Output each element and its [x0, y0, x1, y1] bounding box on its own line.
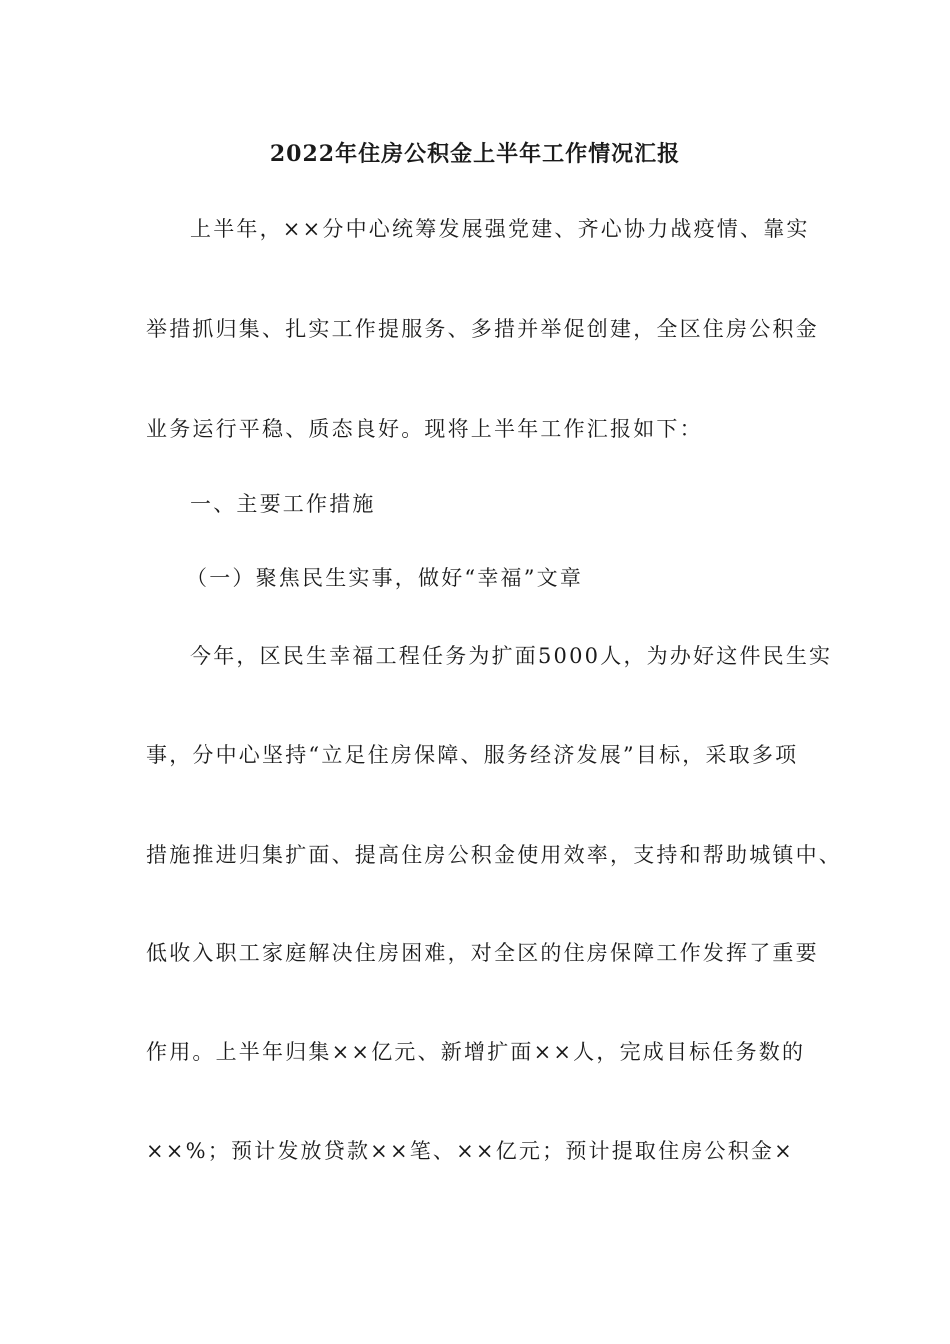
- paragraph-line: 业务运行平稳、质态良好。现将上半年工作汇报如下：: [146, 417, 703, 441]
- paragraph-line: 措施推进归集扩面、提高住房公积金使用效率，支持和帮助城镇中、: [146, 843, 842, 867]
- paragraph-line: 低收入职工家庭解决住房困难，对全区的住房保障工作发挥了重要: [146, 941, 819, 965]
- paragraph-line: 举措抓归集、扎实工作提服务、多措并举促创建，全区住房公积金: [146, 317, 819, 341]
- subsection-heading: （一）聚焦民生实事，做好“幸福”文章: [186, 566, 584, 590]
- paragraph-line: 事，分中心坚持“立足住房保障、服务经济发展”目标，采取多项: [146, 743, 799, 767]
- paragraph-line: 上半年，××分中心统筹发展强党建、齐心协力战疫情、靠实: [190, 217, 810, 241]
- paragraph-line: ××%；预计发放贷款××笔、××亿元；预计提取住房公积金×: [146, 1139, 794, 1163]
- section-heading: 一、主要工作措施: [190, 492, 376, 516]
- paragraph-line: 作用。上半年归集××亿元、新增扩面××人，完成目标任务数的: [146, 1040, 806, 1064]
- document-title: 2022年住房公积金上半年工作情况汇报: [269, 141, 681, 167]
- paragraph-line: 今年，区民生幸福工程任务为扩面5000人，为办好这件民生实: [190, 644, 833, 668]
